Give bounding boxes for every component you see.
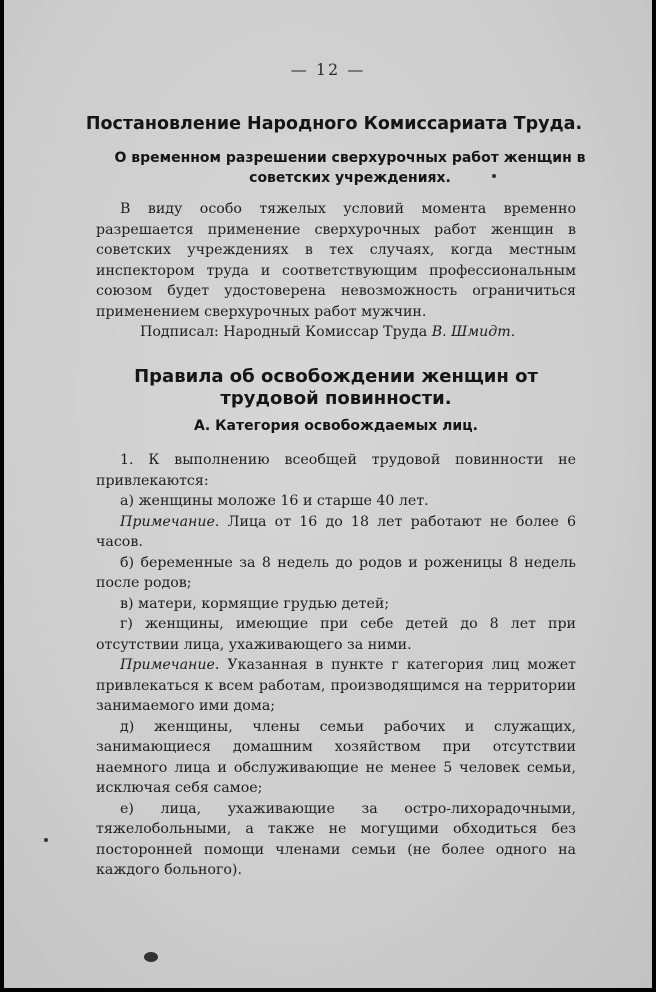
signature-name: В. Шмидт. xyxy=(431,324,516,340)
note-1-label: Примечание. xyxy=(120,513,220,530)
rules-item-a: а) женщины моложе 16 и старше 40 лет. xyxy=(120,493,429,509)
rules-item-e: е) лица, ухаживающие за остро-лихорадочными, тяжелобольными, а также не могущими обходиться без посторонней помощи членами семьи (не более одного на каждого больного). xyxy=(96,800,576,878)
decree-subtitle: О временном разрешении сверхурочных работ женщин в советских учреждениях. xyxy=(114,150,586,186)
rules-item-d: д) женщины, члены семьи рабочих и служащих, занимающиеся домашним хозяйством при отсутствии наемного лица и обслуживающие не менее 5 человек семьи, исключая себя самое; xyxy=(96,718,576,796)
rules-note-2 xyxy=(96,655,576,717)
signature-prefix: Подписал: Народный Комиссар Труда xyxy=(140,324,428,340)
document-page xyxy=(4,0,652,988)
rules-item-g: г) женщины, имеющие при себе детей до 8 лет при отсутствии лица, ухаживающего за ними. xyxy=(96,616,576,653)
note-2-label: Примечание. xyxy=(120,657,220,673)
ink-speck xyxy=(44,838,48,842)
page-number: — 12 — xyxy=(290,60,366,79)
note-1-text: Лица от 16 до 18 лет работают не более 6 часов. xyxy=(96,513,576,550)
rules-title: Правила об освобождении женщин от трудовой повинности. xyxy=(134,366,538,409)
note-2-text: Указанная в пункте г категория лиц может привлекаться к всем работам, производящимся на территории занимаемого ими дома; xyxy=(96,657,576,714)
decree-body: В виду особо тяжелых условий момента временно разрешается применение сверхурочных работ женщин в советских учреждениях в тех случаях, когда местным инспектором труда и соответствующим профессиональным союзом будет удостоверена невозможность ограничиться применением сверхурочных работ мужчин. xyxy=(96,201,576,320)
rules-item-v: в) матери, кормящие грудью детей; xyxy=(120,595,390,612)
section-a-heading: А. Категория освобождаемых лиц. xyxy=(194,418,478,434)
rules-note-1 xyxy=(96,512,576,553)
ink-speck xyxy=(492,174,496,178)
rules-body-block xyxy=(96,450,576,881)
decree-signature xyxy=(116,322,576,343)
ink-speck xyxy=(144,952,158,962)
rules-item-b: б) беременные за 8 недель до родов и роженицы 8 недель после родов; xyxy=(96,554,576,591)
rules-item-1: 1. К выполнению всеобщей трудовой повинности не привлекаются: xyxy=(96,452,576,489)
decree-title: Постановление Народного Комиссариата Труда. xyxy=(85,114,583,134)
decree-body-block xyxy=(96,199,576,343)
